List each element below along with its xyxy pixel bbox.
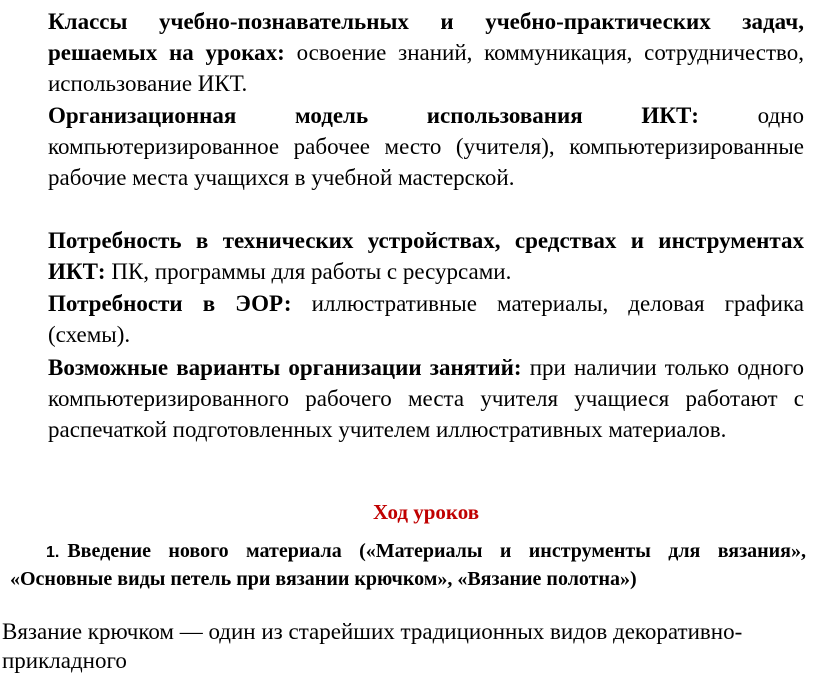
paragraph-eor-needs — [48, 288, 804, 350]
lesson-item — [10, 538, 806, 593]
paragraph-label: Потребность в технических устройствах, средствах и инструментах ИКТ: — [48, 228, 804, 284]
section-heading: Ход уроков — [372, 500, 480, 524]
paragraph-ict-model — [48, 100, 804, 193]
paragraph-label: Возможные варианты организации занятий: — [48, 355, 522, 380]
paragraph-task-classes — [48, 6, 804, 99]
paragraph-text: иллюстративные материалы, деловая графика (схемы). — [48, 291, 804, 347]
lesson-item-number: 1. — [46, 544, 60, 561]
paragraph-text: освоение знаний, коммуникация, сотрудничество, использование ИКТ. — [48, 40, 805, 96]
paragraph-label: Классы учебно-познавательных и учебно-практических задач, решаемых на уроках: — [48, 9, 804, 65]
paragraph-lesson-options — [48, 352, 804, 445]
paragraph-label: Потребности в ЭОР: — [48, 291, 292, 316]
paragraph-text: при наличии только одного компьютеризированного рабочего места учителя учащиеся работают с распечаткой подготовленных учителем иллюстративных материалов. — [48, 355, 804, 442]
body-text: Вязание крючком — один из старейших традиционных видов декоративно-прикладного — [2, 619, 743, 673]
paragraph-label: Организационная модель использования ИКТ: — [48, 103, 699, 128]
paragraph-text: ПК, программы для работы с ресурсами. — [105, 259, 512, 284]
paragraph-text: одно компьютеризированное рабочее место (учителя), компьютеризированные рабочие места учащихся в учебной мастерской. — [48, 103, 804, 190]
lesson-item-title: Введение нового материала («Материалы и инструменты для вязания», «Основные виды петель при вязании крючком», «Вязание полотна») — [10, 540, 806, 590]
paragraph-ict-needs — [48, 225, 804, 287]
